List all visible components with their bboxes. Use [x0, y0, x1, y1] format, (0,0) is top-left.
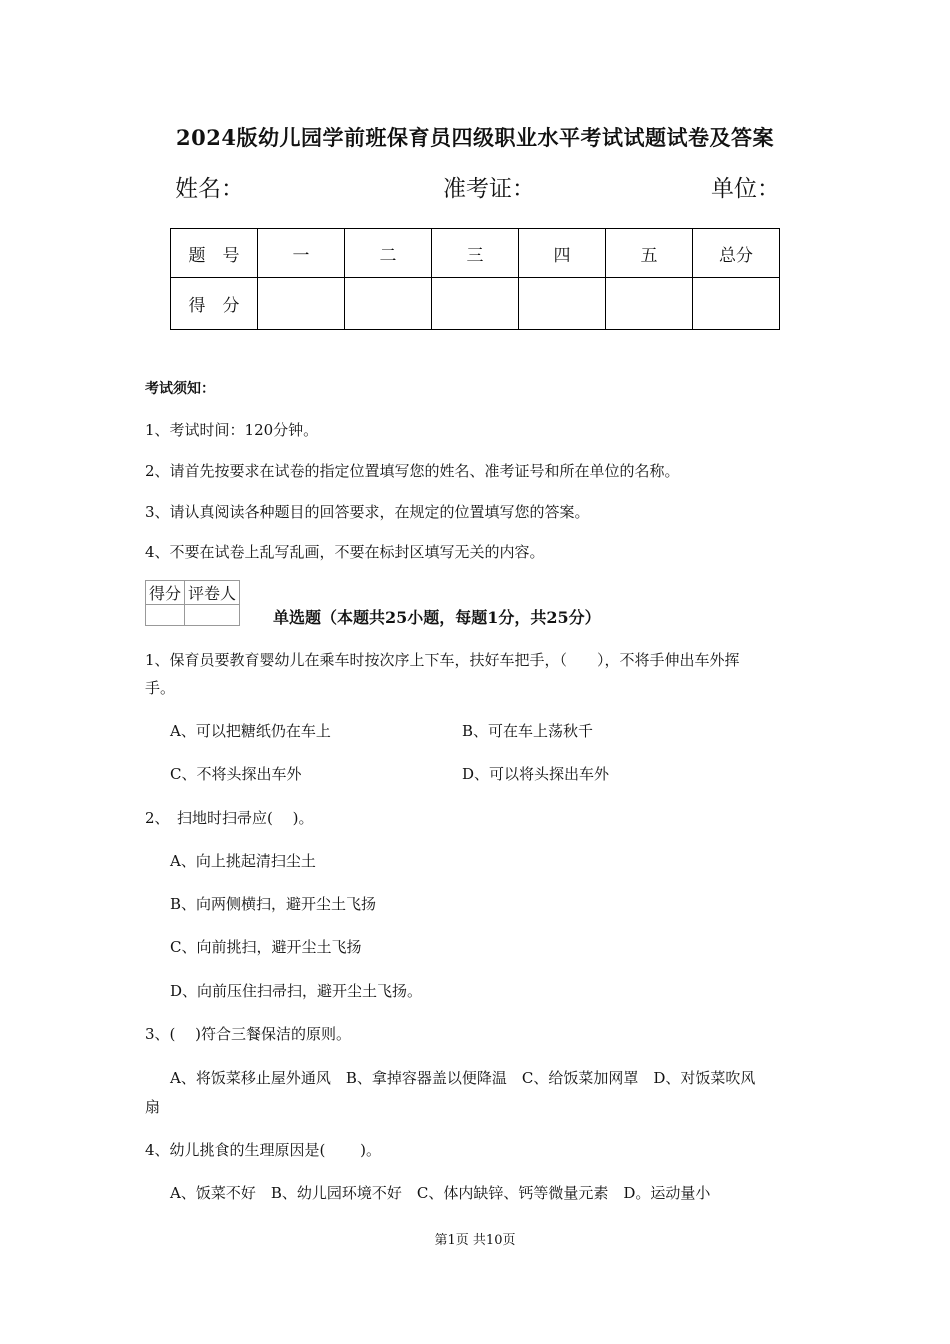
option-c[interactable]: C、不将头探出车外: [170, 765, 302, 783]
score-row-label: 得 分: [171, 278, 258, 330]
question-text: 1、保育员要教育婴幼儿在乘车时按次序上下车，扶好车把手，（ ），不将手伸出车外挥: [145, 651, 740, 669]
score-cell[interactable]: [519, 278, 606, 330]
score-cell[interactable]: [606, 278, 693, 330]
grader-box: [145, 580, 240, 626]
options-line-continued: 扇: [145, 1098, 161, 1116]
score-table-score-row: [171, 278, 780, 330]
grader-score-cell[interactable]: [146, 605, 185, 626]
score-table: [170, 228, 780, 330]
score-cell[interactable]: [258, 278, 345, 330]
option-b[interactable]: B、向两侧横扫，避开尘土飞扬: [170, 895, 377, 913]
options-line: A、饭菜不好 B、幼儿园环境不好 C、体内缺锌、钙等微量元素 D。运动量小: [170, 1184, 711, 1202]
unit-field-label: 单位：: [711, 176, 780, 202]
score-table-header-cell: 四: [519, 229, 606, 278]
option-d[interactable]: D、向前压住扫帚扫，避开尘土飞扬。: [170, 982, 423, 1000]
notice-item: 4、不要在试卷上乱写乱画，不要在标封区填写无关的内容。: [145, 543, 545, 561]
question-text-continued: 手。: [145, 679, 176, 697]
question-text: 3、( )符合三餐保洁的原则。: [145, 1025, 352, 1043]
score-table-header-cell: 三: [432, 229, 519, 278]
score-cell[interactable]: [345, 278, 432, 330]
option-d[interactable]: D、可以将头探出车外: [462, 765, 610, 783]
name-field-label: 姓名：: [175, 176, 244, 202]
grader-reviewer-label: 评卷人: [185, 581, 240, 605]
option-a[interactable]: A、向上挑起清扫尘土: [170, 852, 316, 870]
option-b[interactable]: B、可在车上荡秋千: [462, 722, 594, 740]
option-c[interactable]: C、向前挑扫，避开尘土飞扬: [170, 938, 362, 956]
score-table-header-cell: 一: [258, 229, 345, 278]
question-text: 2、 扫地时扫帚应( )。: [145, 809, 314, 827]
page-footer: 第1页 共10页: [434, 1233, 516, 1248]
score-cell[interactable]: [693, 278, 780, 330]
score-table-header-cell: 五: [606, 229, 693, 278]
exam-id-field-label: 准考证：: [443, 176, 535, 202]
option-a[interactable]: A、可以把糖纸仍在车上: [170, 722, 331, 740]
score-cell[interactable]: [432, 278, 519, 330]
score-table-header-row: [171, 229, 780, 278]
grader-score-label: 得分: [146, 581, 185, 605]
score-table-header-cell: 总分: [693, 229, 780, 278]
section-title: 单选题（本题共25小题，每题1分，共25分）: [273, 608, 601, 627]
grader-reviewer-cell[interactable]: [185, 605, 240, 626]
notice-item: 1、考试时间：120分钟。: [145, 421, 319, 439]
question-text: 4、幼儿挑食的生理原因是( )。: [145, 1141, 382, 1159]
notice-item: 3、请认真阅读各种题目的回答要求，在规定的位置填写您的答案。: [145, 503, 590, 521]
notice-item: 2、请首先按要求在试卷的指定位置填写您的姓名、准考证号和所在单位的名称。: [145, 462, 680, 480]
score-table-header-cell: 题 号: [171, 229, 258, 278]
options-line: A、将饭菜移止屋外通风 B、拿掉容器盖以便降温 C、给饭菜加网罩 D、对饭菜吹风: [170, 1069, 756, 1087]
page-title: 2024版幼儿园学前班保育员四级职业水平考试试题试卷及答案: [176, 125, 774, 150]
score-table-header-cell: 二: [345, 229, 432, 278]
notice-heading: 考试须知：: [145, 381, 215, 397]
